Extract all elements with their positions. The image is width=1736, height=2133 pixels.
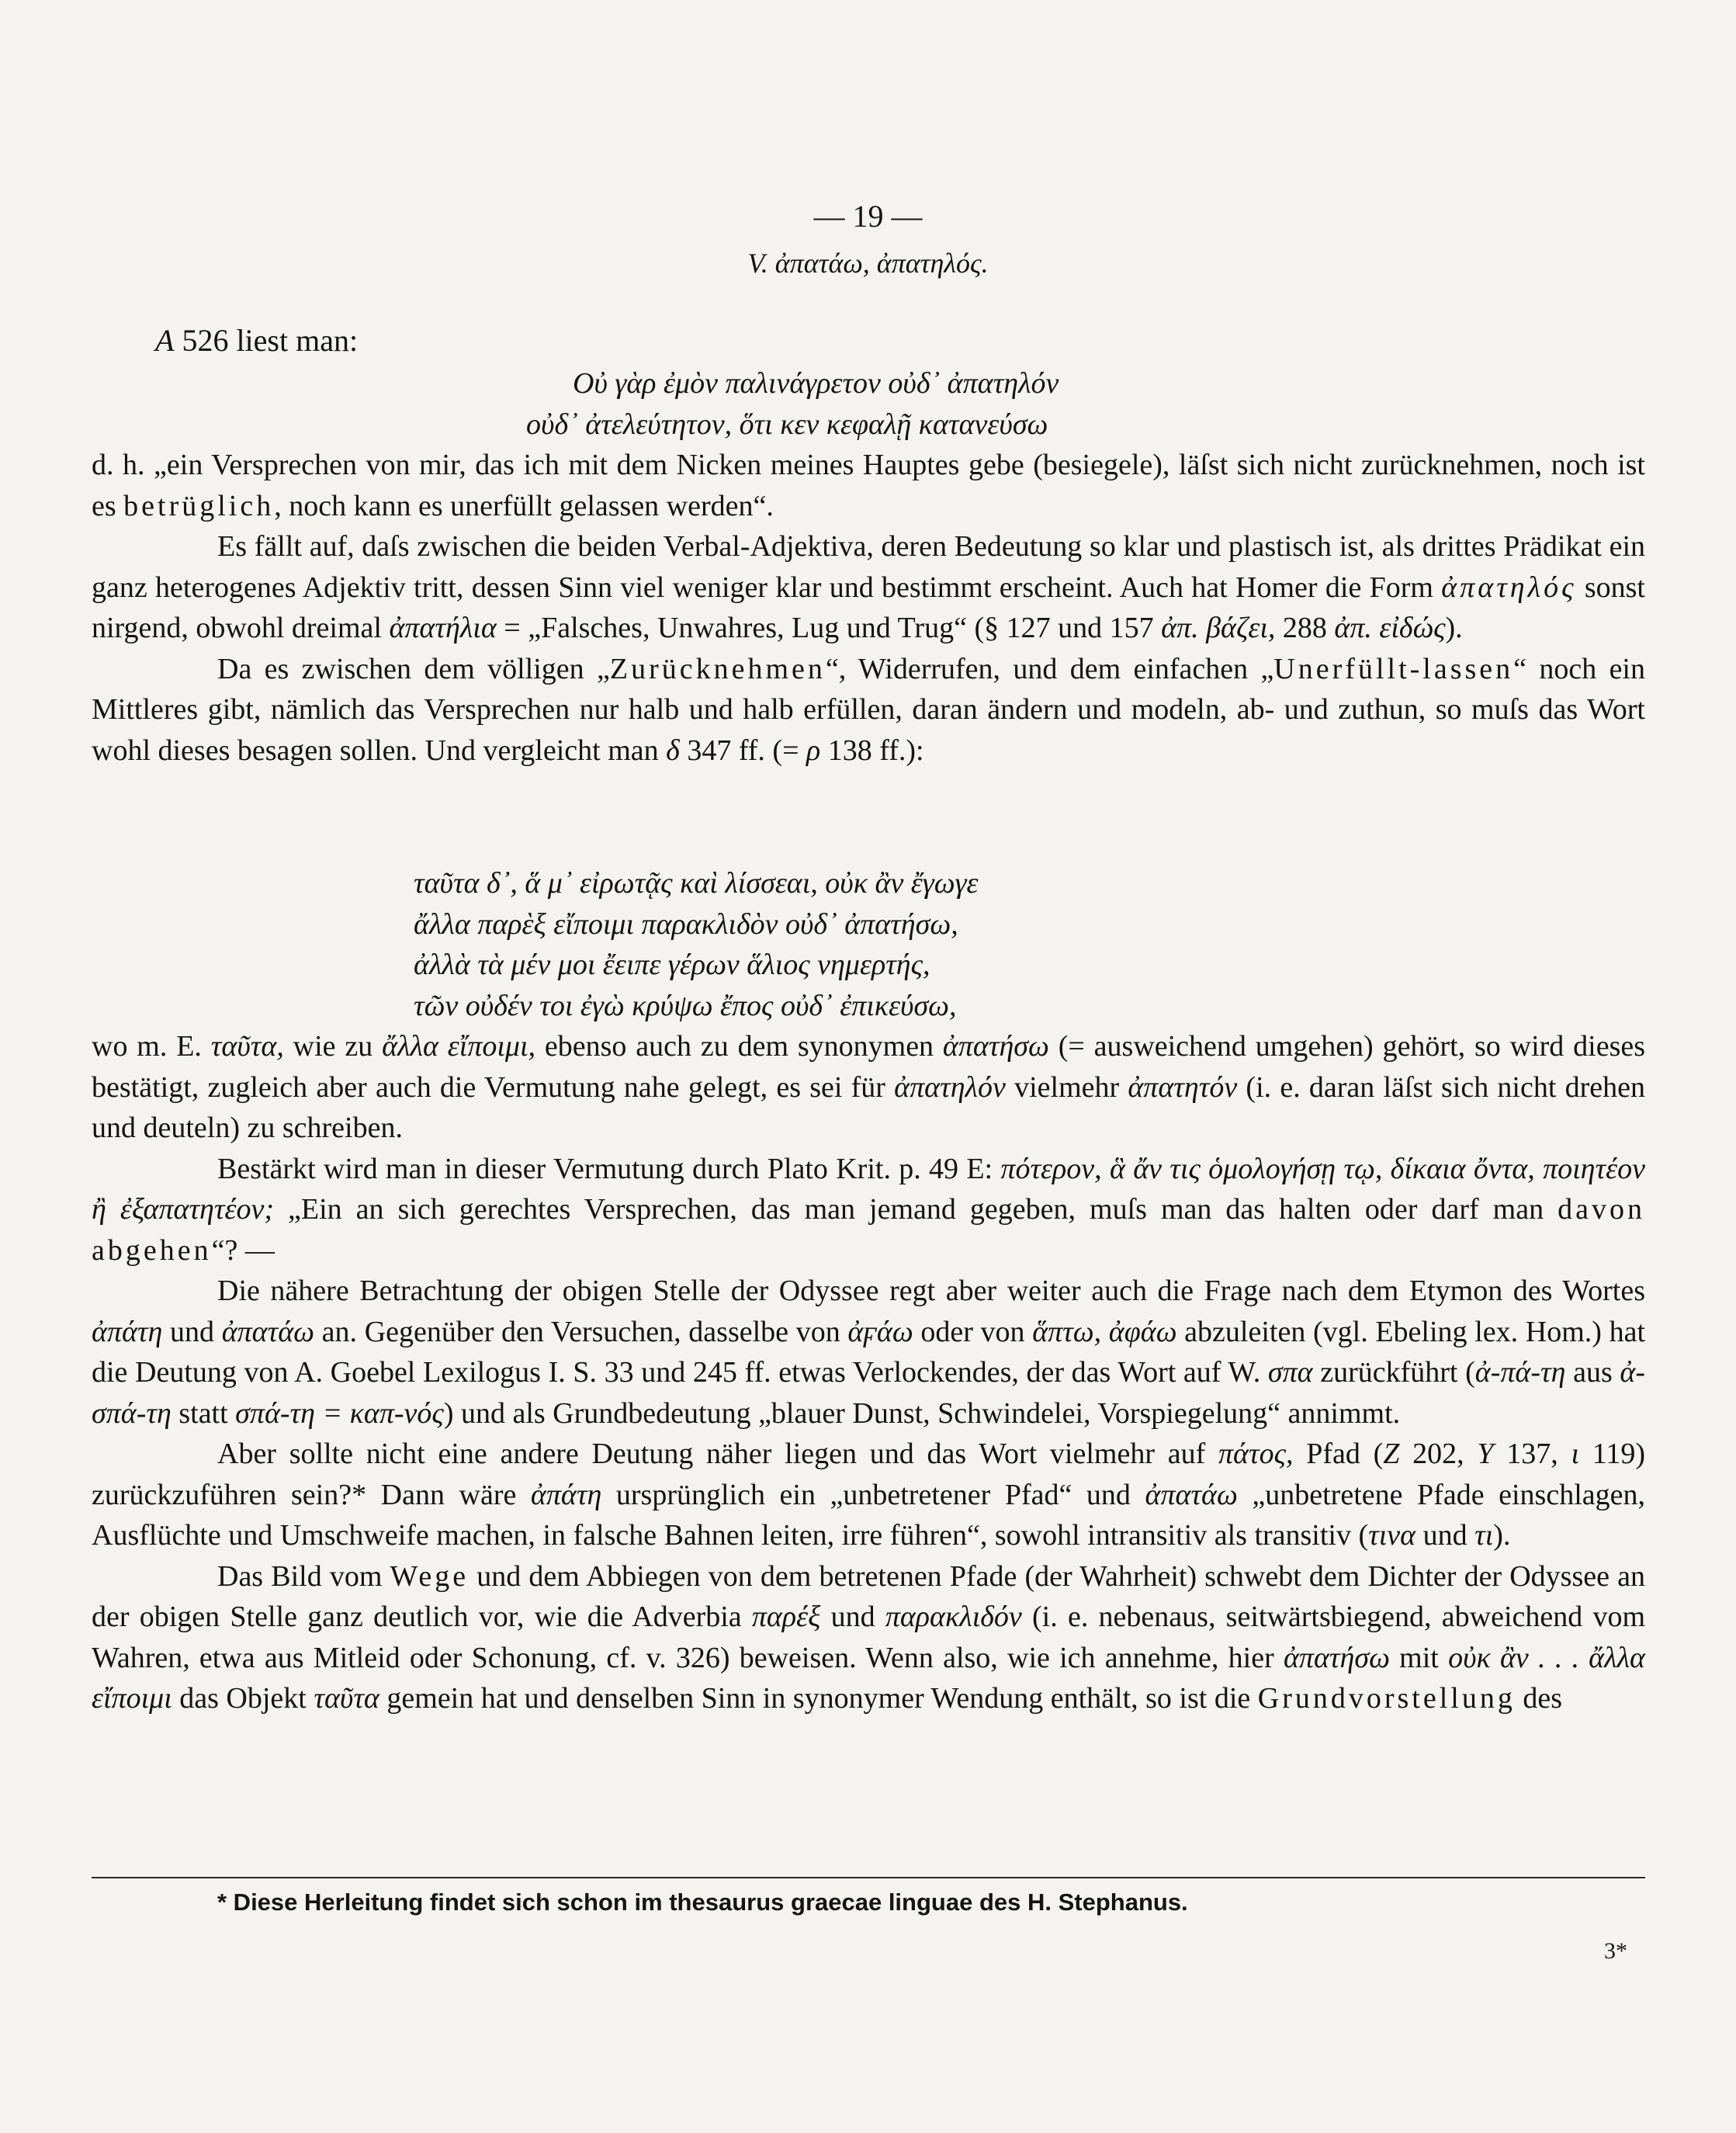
paragraph-6: Die nähere Betrachtung der obigen Stelle der Odyssee regt aber weiter auch die Frage nach dem Etymon des Wortes ἀπάτη und ἀπατάω an. Gegenüber den Versuchen, dasselbe von ἀϝάω oder von ἅπτω, ἀφάω abzuleiten (vgl. Ebeling lex. Hom.) hat die Deutung von A. Goebel Lexilogus I. S. 33 und 245 ff. etwas Verlockendes, der das Wort auf W. σπα zurückführt (ἀ-πά-τη aus ἀ-σπά-τη statt σπά-τη = καπ-νός) und als Grundbedeutung „blauer Dunst, Schwindelei, Vorspiegelung“ annimmt. — [92, 1275, 1646, 1430]
paragraph-2: Es fällt auf, daſs zwischen die beiden Verbal-Adjektiva, deren Bedeutung so klar und plastisch ist, als drittes Prädikat ein ganz heterogenes Adjektiv tritt, dessen Sinn viel weniger klar und bestimmt erscheint. Auch hat Homer die Form ἀπατηλός sonst nirgend, obwohl dreimal ἀπατήλια = „Falsches, Unwahres, Lug und Trug“ (§ 127 und 157 ἀπ. βάζει, 288 ἀπ. εἰδώς). — [92, 530, 1645, 644]
paragraph-3: Da es zwischen dem völligen „Zurücknehmen“, Widerrufen, und dem einfachen „Unerfüllt-lassen“ noch ein Mittleres gibt, nämlich das Versprechen nur halb und halb erfüllen, daran ändern und modeln, ab- und zuthun, so muſs das Wort wohl dieses besagen sollen. Und vergleicht man δ 347 ff. (= ρ 138 ff.): — [92, 652, 1645, 767]
quote2-line2: ἄλλα παρὲξ εἴποιμι παρακλιδὸν οὐδ᾽ ἀπατήσω, — [414, 907, 958, 941]
page-number: — 19 — — [813, 199, 923, 234]
quote1-line1: Οὐ γὰρ ἐμὸν παλινάγρετον οὐδ᾽ ἀπατηλόν — [573, 367, 1059, 400]
paragraph-4: wo m. E. ταῦτα, wie zu ἄλλα εἴποιμι, ebenso auch zu dem synonymen ἀπατήσω (= ausweichend umgehen) gehört, so wird dieses bestätigt, zugleich aber auch die Vermutung nahe gelegt, es sei für ἀπατηλόν vielmehr ἀπατητόν (i. e. daran läſst sich nicht drehen und deuteln) zu schreiben. — [92, 1030, 1646, 1144]
intro-text: 526 liest man: — [174, 323, 359, 358]
section-title: V. ἀπατάω, ἀπατηλός. — [747, 248, 989, 279]
quote2-line1: ταῦτα δ᾽, ἅ μ᾽ εἰρωτᾷς καὶ λίσσεαι, οὐκ ἂν ἔγωγε — [414, 867, 979, 900]
greek-quote-2 — [92, 863, 1645, 1026]
paragraph-5: Bestärkt wird man in dieser Vermutung durch Plato Krit. p. 49 E: πότερον, ἃ ἄν τις ὁμολογήσῃ τῳ, δίκαια ὄντα, ποιητέον ἢ ἐξαπατητέον; „Ein an sich gerechtes Versprechen, das man jemand gegeben, muſs man das halten oder darf man davon abgehen“? — — [92, 1152, 1645, 1267]
footnote: * Diese Herleitung findet sich schon im thesaurus graecae linguae des H. Stephanus. — [217, 1888, 1188, 1916]
signature-mark: 3* — [1604, 1938, 1627, 1964]
intro-ref: Α — [155, 323, 175, 358]
main-text-block-2 — [92, 1026, 1645, 1719]
quote2-line3: ἀλλὰ τὰ μέν μοι ἔειπε γέρων ἅλιος νημερτής, — [414, 949, 930, 981]
main-text-block-1 — [92, 445, 1645, 771]
greek-quote-1 — [92, 363, 1645, 445]
footnote-divider — [92, 1877, 1645, 1878]
intro-line — [155, 322, 358, 359]
paragraph-8: Das Bild vom Wege und dem Abbiegen von dem betretenen Pfade (der Wahrheit) schwebt dem Dichter der Odyssee an der obigen Stelle ganz deutlich vor, wie die Adverbia παρέξ und παρακλιδόν (i. e. nebenaus, seitwärtsbiegend, abweichend vom Wahren, etwa aus Mitleid oder Schonung, cf. v. 326) beweisen. Wenn also, wie ich annehme, hier ἀπατήσω mit οὐκ ἂν . . . ἄλλα εἴποιμι das Objekt ταῦτα gemein hat und denselben Sinn in synonymer Wendung enthält, so ist die Grundvorstellung des — [92, 1559, 1646, 1715]
paragraph-7: Aber sollte nicht eine andere Deutung näher liegen und das Wort vielmehr auf πάτος, Pfad (Ζ 202, Υ 137, ι 119) zurückzuführen sein?* Dann wäre ἀπάτη ursprünglich ein „unbetretener Pfad“ und ἀπατάω „unbetretene Pfade einschlagen, Ausflüchte und Umschweife machen, in falsche Bahnen leiten, irre führen“, sowohl intransitiv als transitiv (τινα und τι). — [92, 1438, 1646, 1552]
quote1-line2: οὐδ᾽ ἀτελεύτητον, ὅτι κεν κεφαλῇ κατανεύσω — [526, 408, 1048, 441]
quote2-line4: τῶν οὐδέν τοι ἐγὼ κρύψω ἔπος οὐδ᾽ ἐπικεύσω, — [414, 989, 957, 1022]
paragraph-1: d. h. „ein Versprechen von mir, das ich mit dem Nicken meines Hauptes gebe (besiegele), läſst sich nicht zurücknehmen, noch ist es betrüglich, noch kann es unerfüllt gelassen werden“. — [92, 449, 1645, 522]
